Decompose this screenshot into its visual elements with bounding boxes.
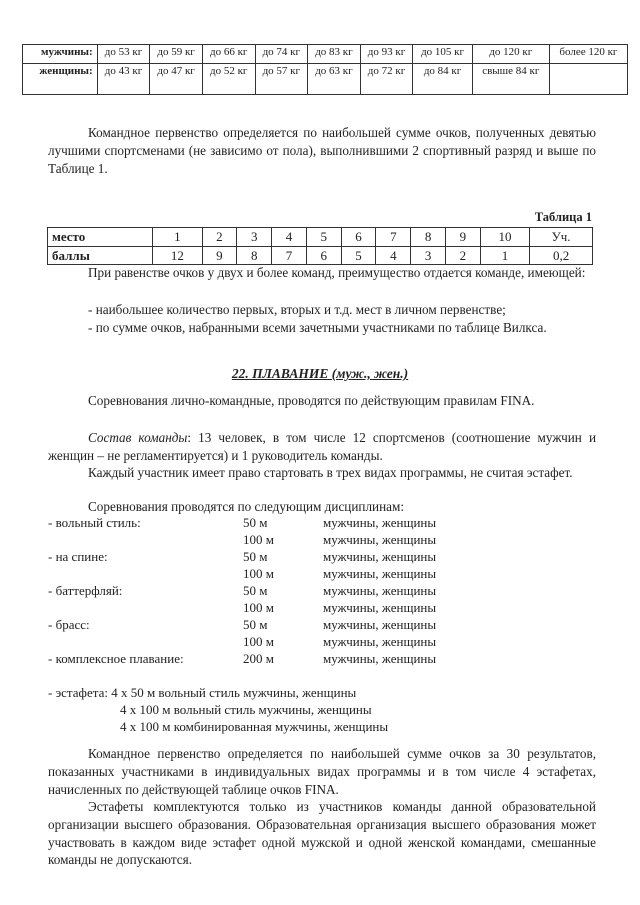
discipline-distance: 50 м [243,583,268,598]
table-cell [549,64,627,95]
list-item [48,582,608,599]
table-cell: до 74 кг [255,45,308,64]
table-cell: 7 [376,228,411,247]
relays-list [48,684,388,735]
table-cell: 2 [202,228,237,247]
discipline-distance: 50 м [243,617,268,632]
paragraph-team-composition [48,429,596,465]
row-label: место [48,228,153,247]
discipline-distance: 200 м [243,651,274,666]
disciplines-list [48,514,608,667]
table-cell: до 59 кг [150,45,203,64]
section-title: 22. ПЛАВАНИЕ (муж., жен.) [231,366,409,381]
discipline-distance: 50 м [243,515,268,530]
discipline-name: - комплексное плавание: [48,651,184,666]
discipline-gender: мужчины, женщины [323,617,437,632]
discipline-distance: 50 м [243,549,268,564]
table-cell: до 53 кг [97,45,150,64]
list-item: 4 х 100 м вольный стиль мужчины, женщины [120,702,372,717]
table-cell: до 105 кг [413,45,472,64]
row-label: мужчины: [23,45,98,64]
discipline-gender: мужчины, женщины [323,566,437,581]
table-cell: 4 [376,246,411,265]
list-item [48,548,608,565]
table-cell: до 93 кг [360,45,413,64]
table-cell: до 43 кг [97,64,150,95]
table-cell: 6 [341,228,376,247]
table-row [48,246,593,265]
table-cell: до 63 кг [308,64,361,95]
table-cell: 9 [445,228,480,247]
table-cell: 9 [202,246,237,265]
discipline-name: - вольный стиль: [48,515,141,530]
discipline-gender: мужчины, женщины [323,600,437,615]
table-cell: 7 [272,246,307,265]
table-cell: 0,2 [530,246,593,265]
list-item [48,633,608,650]
table-cell: 5 [306,228,341,247]
table-cell: 6 [306,246,341,265]
paragraph-competition-type: Соревнования лично-командные, проводятся по действующим правилам FINA. [88,393,535,408]
list-item: 4 х 100 м комбинированная мужчины, женщины [120,719,389,734]
paragraph-tiebreak-rule-1: - наибольшее количество первых, вторых и т.д. мест в личном первенстве; [88,302,506,317]
discipline-distance: 100 м [243,566,274,581]
table-cell: 4 [272,228,307,247]
table-cell: до 84 кг [413,64,472,95]
table-cell: до 57 кг [255,64,308,95]
discipline-name: - на спине: [48,549,108,564]
list-item [48,531,608,548]
table-cell: до 72 кг [360,64,413,95]
discipline-name: - брасс: [48,617,90,632]
list-item [48,616,608,633]
paragraph-disciplines-intro: Соревнования проводятся по следующим дисциплинам: [88,499,405,514]
discipline-gender: мужчины, женщины [323,515,437,530]
table-cell: 3 [411,246,446,265]
row-label: женщины: [23,64,98,95]
table-cell: свыше 84 кг [472,64,549,95]
list-item [48,650,608,667]
table-cell: до 47 кг [150,64,203,95]
table-cell: Уч. [530,228,593,247]
table-cell: более 120 кг [549,45,627,64]
table-cell: 1 [480,246,529,265]
table-cell: 12 [153,246,202,265]
team-composition-label: Состав команды [88,430,188,445]
points-table [47,227,593,265]
paragraph-team-scoring: Командное первенство определяется по наибольшей сумме очков, полученных девятью лучшими спортсменами (не зависимо от пола), выполнившими 2 спортивный разряд и выше по Таблице 1. [48,125,596,176]
table-cell: 2 [445,246,480,265]
discipline-gender: мужчины, женщины [323,583,437,598]
discipline-distance: 100 м [243,600,274,615]
discipline-name: - баттерфляй: [48,583,123,598]
table-row [23,45,628,64]
discipline-gender: мужчины, женщины [323,549,437,564]
table-caption: Таблица 1 [534,210,592,224]
table-cell: до 120 кг [472,45,549,64]
table-row [23,64,628,95]
table-cell: 5 [341,246,376,265]
list-item [48,565,608,582]
list-item: - эстафета: 4 х 50 м вольный стиль мужчины, женщины [48,685,357,700]
team-composition-text: : 13 человек, в том числе 12 спортсменов (соотношение мужчин и женщин – не регламентируется) и 1 руководитель команды. [48,430,597,463]
table-cell: до 66 кг [202,45,255,64]
paragraph-relays-rules: Эстафеты комплектуются только из участников команды данной образовательной организации высшего образования. Образовательная организация высшего образования может участвовать в каждом виде эстафет одной мужской и одной женской командами, смешанные команды не допускаются. [48,799,596,868]
discipline-distance: 100 м [243,634,274,649]
paragraph-starts: Каждый участник имеет право стартовать в трех видах программы, не считая эстафет. [88,465,573,480]
table-cell: 8 [411,228,446,247]
weight-categories-table [22,44,628,95]
table-row [48,228,593,247]
table-cell: до 83 кг [308,45,361,64]
list-item [48,599,608,616]
table-cell: 3 [237,228,272,247]
discipline-gender: мужчины, женщины [323,651,437,666]
paragraph-team-results: Командное первенство определяется по наибольшей сумме очков за 30 результатов, показанных участниками в индивидуальных видах программы и в том числе 4 эстафетах, начисленных по действующей таблице очков FINA. [48,746,596,797]
discipline-distance: 100 м [243,532,274,547]
discipline-gender: мужчины, женщины [323,634,437,649]
table-cell: 8 [237,246,272,265]
paragraph-tiebreak: При равенстве очков у двух и более команд, преимущество отдается команде, имеющей: [88,265,586,280]
table-cell: 10 [480,228,529,247]
discipline-gender: мужчины, женщины [323,532,437,547]
table-cell: до 52 кг [202,64,255,95]
table-cell: 1 [153,228,202,247]
paragraph-tiebreak-rule-2: - по сумме очков, набранными всеми зачетными участниками по таблице Вилкса. [88,320,547,335]
list-item [48,514,608,531]
row-label: баллы [48,246,153,265]
